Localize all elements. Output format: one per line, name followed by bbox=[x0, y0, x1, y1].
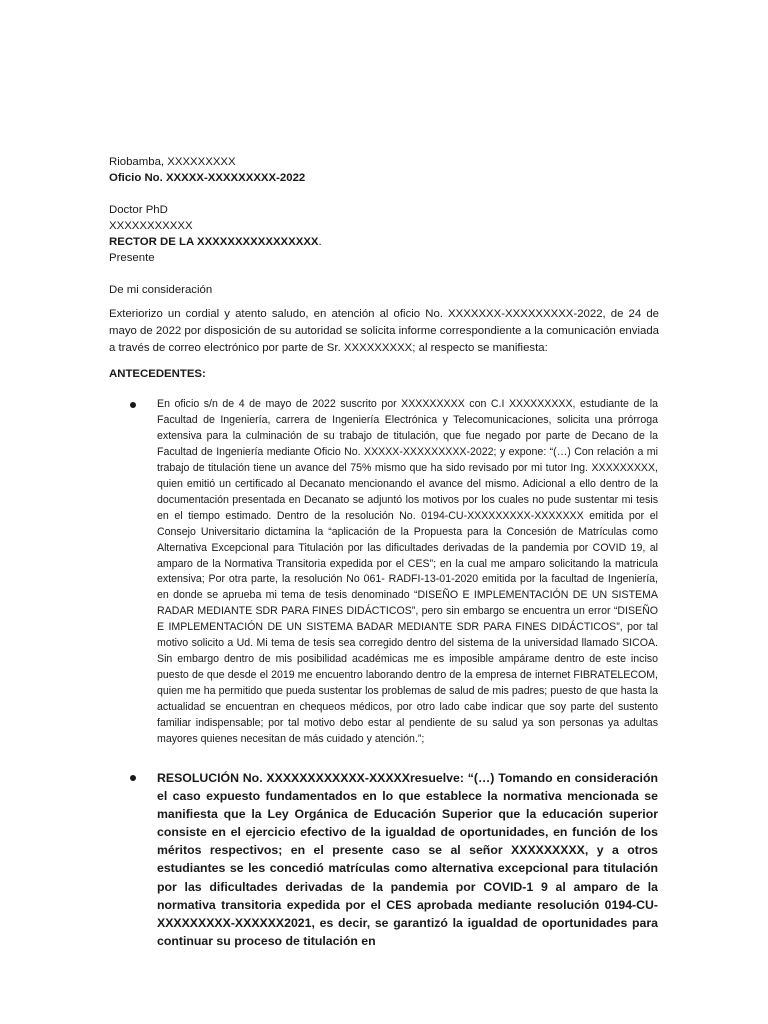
bullet-icon bbox=[130, 402, 136, 408]
bullet-icon bbox=[130, 775, 136, 781]
recipient-position bbox=[109, 234, 669, 250]
resolution-text: resuelve: “(…) Tomando en consideración el caso expuesto fundamentados en lo que establece la normativa mencionada se manifiesta que la Ley Orgánica de Educación Superior que la educación superior consiste en el ejercicio efectivo de la igualdad de oportunidades, en función de los méritos respectivos; en el presente caso se al señor XXXXXXXXX, y a otros estudiantes se les concedió matrículas como alternativa excepcional para titulación por las dificultades derivadas de la pandemia por COVID-1 9 al amparo de la normativa transitoria expedida por el CES aprobada mediante resolución 0194-CU-XXXXXXXXX-XXXXXX2021, es decir, se garantizó la igualdad de oportunidades para continuar su proceso de titulación en bbox=[157, 771, 658, 948]
bullet-text: En oficio s/n de 4 de mayo de 2022 suscrito por XXXXXXXXX con C.I XXXXXXXXX, estudiante de la Facultad de Ingeniería, carrera de Ingeniería Electrónica y Telecomunicaciones, solicita una prórroga extensiva para la culminación de su trabajo de titulación, que fue negado por parte de Decano de la Facultad de Ingeniería mediante Oficio No. XXXXX-XXXXXXXXX-2022; y expone: “(…) Con relación a mi trabajo de titulación tiene un avance del 75% mismo que ha sido revisado por mi tutor Ing. XXXXXXXXX, quien emitió un certificado al Decanato mencionando el avance del mismo. Adicional a ello dentro de la documentación presentada en Decanato se adjuntó los motivos por los cuales no pude sustentar mi tesis en el tiempo estimado. Dentro de la resolución No. 0194-CU-XXXXXXXXX-XXXXXXX emitida por el Consejo Universitario dictamina la “aplicación de la Propuesta para la Concesión de Matrículas como Alternativa Excepcional para Titulación por las dificultades derivadas de la pandemia por COVID 19, al amparo de la Normativa Transitoria expedida por el CES”; en la cual me amparo solicitando la matricula extensiva; Por otra parte, la resolución No 061- RADFI-13-01-2020 emitida por la facultad de Ingeniería, en donde se aprueba mi tema de tesis denominado “DISEÑO E IMPLEMENTACIÓN DE UN SISTEMA RADAR MEDIANTE SDR PARA FINES DIDÁCTICOS”, pero sin embargo se encuentra un error “DISEÑO E IMPLEMENTACIÓN DE UN SISTEMA BADAR MEDIANTE SDR PARA FINES DIDÁCTICOS”, por tal motivo solicito a Ud. Mi tema de tesis sea corregido dentro del sistema de la universidad llamado SICOA. Sin embargo dentro de mis posibilidad académicas me es imposible ampárame dentro de este inciso puesto de que desde el 2019 me encuentro laborando dentro de la empresa de internet FIBRATELECOM, quien me ha permitido que pueda sustentar los problemas de salud de mis padres; puesto de que hasta la actualidad se encuentran en chequeos médicos, por otro lado cabe indicar que soy parte del sustento familiar indispensable; por tal motivo debo estar al pendiente de su salud ya son personas ya adultas mayores quienes necesitan de más cuidado y atención.”; bbox=[157, 398, 658, 746]
recipient-position-bold: RECTOR DE LA XXXXXXXXXXXXXXXX bbox=[109, 236, 319, 248]
recipient-name: XXXXXXXXXXX bbox=[109, 220, 193, 232]
section-title: ANTECEDENTES: bbox=[109, 368, 206, 380]
bullet-text bbox=[157, 769, 658, 950]
letter-header bbox=[109, 154, 669, 298]
list-item bbox=[130, 397, 658, 748]
recipient-position-tail: . bbox=[318, 236, 322, 248]
place-date: Riobamba, XXXXXXXXX bbox=[109, 156, 236, 168]
recipient-title: Doctor PhD bbox=[109, 204, 168, 216]
resolution-label: RESOLUCIÓN No. XXXXXXXXXXXX-XXXXX bbox=[157, 771, 410, 785]
presente: Presente bbox=[109, 252, 155, 264]
list-item bbox=[130, 769, 658, 950]
oficio-number: Oficio No. XXXXX-XXXXXXXXX-2022 bbox=[109, 172, 306, 184]
salutation: De mi consideración bbox=[109, 284, 213, 296]
intro-paragraph: Exteriorizo un cordial y atento saludo, en atención al oficio No. XXXXXXX-XXXXXXXXX-2022, de 24 de mayo de 2022 por disposición de su autoridad se solicita informe correspondiente a la comunicación enviada a través de correo electrónico por parte de Sr. XXXXXXXXX; al respecto se manifiesta: bbox=[109, 308, 659, 354]
